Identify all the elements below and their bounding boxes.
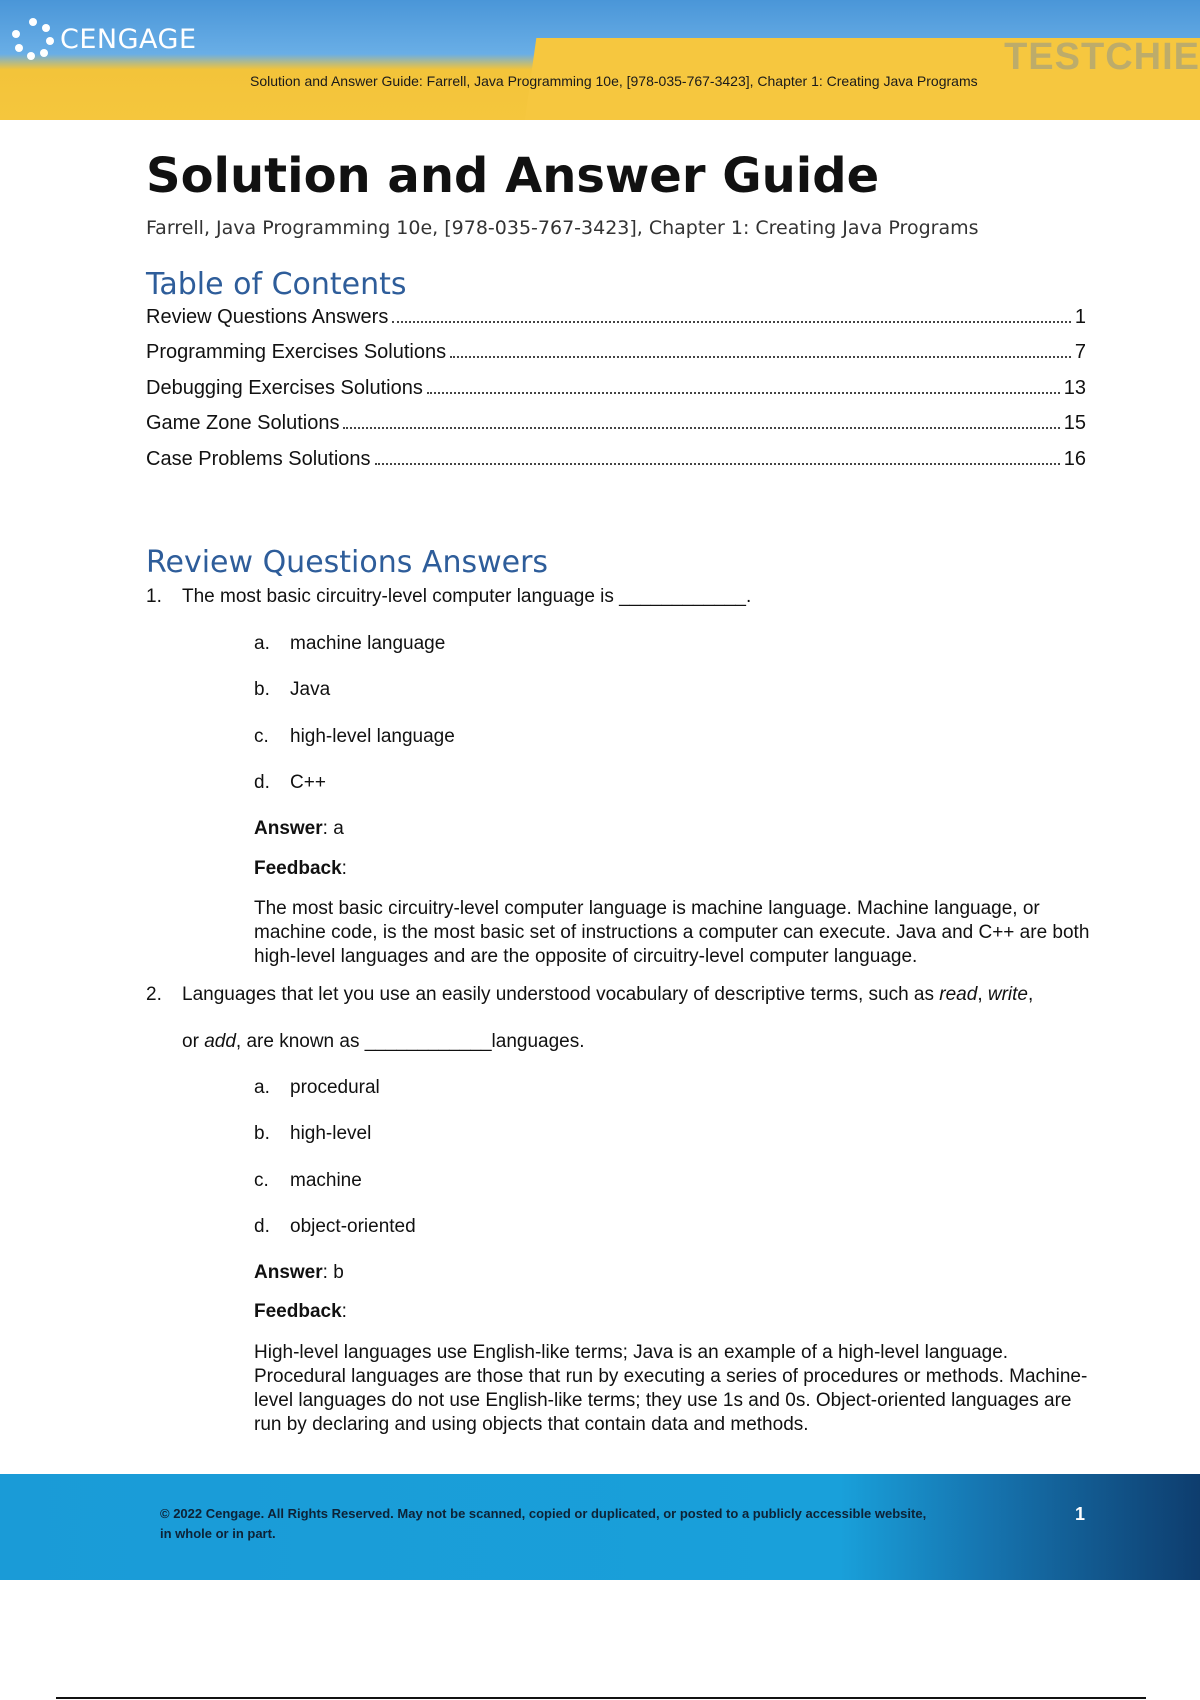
q2-feedback-text: High-level languages use English-like terms; Java is an example of a high-level language. Procedural languages are those that run by executing a series of procedures or methods. Machine-level languages do not use English-like terms; they use 1s and 0s. Object-oriented languages are run by declaring and using objects that contain data and methods. [254, 1342, 1088, 1435]
toc-item-page: 16 [1063, 447, 1086, 470]
question-emphasis: read [939, 984, 978, 1005]
bottom-divider [56, 1697, 1146, 1699]
question-text-part: Languages that let you use an easily understood vocabulary of descriptive terms, such as [182, 984, 940, 1005]
option-text: C++ [290, 772, 326, 793]
running-title: Solution and Answer Guide: Farrell, Java Programming 10e, [978-035-767-3423], Chapter 1: Creating Java Programs [250, 73, 978, 89]
question-2 [146, 984, 1086, 1006]
toc-item-debugging-exercises[interactable] [146, 377, 1086, 413]
feedback-label: Feedback [254, 858, 342, 879]
toc-item-game-zone[interactable] [146, 412, 1086, 448]
toc-item-label: Case Problems Solutions [146, 447, 371, 470]
option-letter: c. [254, 726, 269, 747]
answer-label: Answer [254, 818, 323, 839]
page-title: Solution and Answer Guide [146, 148, 880, 204]
copyright-notice: © 2022 Cengage. All Rights Reserved. May not be scanned, copied or duplicated, or posted to a publicly accessible website, in whole or in part. [160, 1506, 927, 1541]
feedback-label: Feedback [254, 1301, 342, 1322]
q2-answer: Answer: b [254, 1262, 344, 1283]
question-1 [146, 586, 1086, 608]
toc-item-page: 1 [1074, 305, 1086, 328]
option-text: object-oriented [290, 1216, 416, 1237]
question-emphasis: write [987, 984, 1028, 1005]
logo-text: CENGAGE [60, 23, 197, 55]
option-text: machine [290, 1170, 362, 1191]
question-text-part: , are known as ____________languages. [235, 1031, 585, 1052]
q2-option-b [254, 1123, 371, 1145]
toc-item-case-problems[interactable] [146, 448, 1086, 484]
toc-item-label: Review Questions Answers [146, 305, 389, 328]
page-footer [0, 1474, 1200, 1580]
cengage-logo-icon [12, 18, 54, 60]
option-letter: a. [254, 1077, 270, 1098]
toc-leader-dots [343, 427, 1059, 429]
option-letter: d. [254, 1216, 270, 1237]
q1-option-b [254, 679, 330, 701]
option-letter: a. [254, 633, 270, 654]
toc-item-review-questions[interactable] [146, 306, 1086, 342]
question-number: 2. [146, 984, 162, 1005]
question-text-line1 [182, 984, 1033, 1005]
toc-heading: Table of Contents [146, 266, 407, 302]
q2-option-d [254, 1216, 416, 1238]
page-number: 1 [1075, 1504, 1086, 1524]
q2-option-c [254, 1170, 362, 1192]
page-header [0, 0, 1200, 120]
answer-value: a [333, 818, 344, 839]
toc-item-page: 7 [1074, 341, 1086, 364]
question-emphasis: add [204, 1031, 236, 1052]
option-letter: d. [254, 772, 270, 793]
toc-item-label: Debugging Exercises Solutions [146, 376, 423, 399]
watermark: TESTCHIE [1004, 36, 1200, 78]
option-text: high-level [290, 1123, 372, 1144]
q1-feedback-text: The most basic circuitry-level computer language is machine language. Machine language, or machine code, is the most basic set of instructions a computer can execute. Java and C++ are both high-level languages and are the opposite of circuitry-level computer language. [254, 898, 1090, 967]
q2-feedback-label: Feedback: [254, 1301, 347, 1322]
table-of-contents [146, 306, 1086, 484]
q1-option-c [254, 726, 455, 748]
toc-item-label: Game Zone Solutions [146, 412, 340, 435]
q1-answer: Answer: a [254, 818, 344, 839]
answer-label: Answer [254, 1262, 323, 1283]
answer-value: b [333, 1262, 344, 1283]
toc-leader-dots [427, 392, 1060, 394]
option-text: high-level language [290, 726, 455, 747]
q1-option-a [254, 633, 445, 655]
q1-option-d [254, 772, 326, 794]
question-number: 1. [146, 586, 162, 607]
cengage-logo [12, 18, 197, 60]
option-letter: b. [254, 679, 270, 700]
toc-item-page: 13 [1063, 376, 1086, 399]
option-text: procedural [290, 1077, 380, 1098]
toc-leader-dots [450, 356, 1071, 358]
question-text-part: , [977, 984, 988, 1005]
document-intro [146, 150, 1086, 483]
toc-item-programming-exercises[interactable] [146, 341, 1086, 377]
page-subtitle: Farrell, Java Programming 10e, [978-035-767-3423], Chapter 1: Creating Java Programs [146, 216, 979, 239]
toc-item-page: 15 [1063, 412, 1086, 435]
option-letter: c. [254, 1170, 269, 1191]
option-text: Java [290, 679, 331, 700]
question-text-part: , [1028, 984, 1034, 1005]
toc-leader-dots [392, 321, 1071, 323]
option-text: machine language [290, 633, 446, 654]
toc-item-label: Programming Exercises Solutions [146, 341, 447, 364]
q1-feedback-label: Feedback: [254, 858, 347, 879]
review-questions-heading: Review Questions Answers [146, 545, 549, 580]
question-2-line2 [182, 1031, 1122, 1053]
question-text-part: or [182, 1031, 205, 1052]
question-text: The most basic circuitry-level computer language is ____________. [182, 586, 752, 607]
option-letter: b. [254, 1123, 270, 1144]
toc-leader-dots [375, 463, 1060, 465]
q2-option-a [254, 1077, 380, 1099]
